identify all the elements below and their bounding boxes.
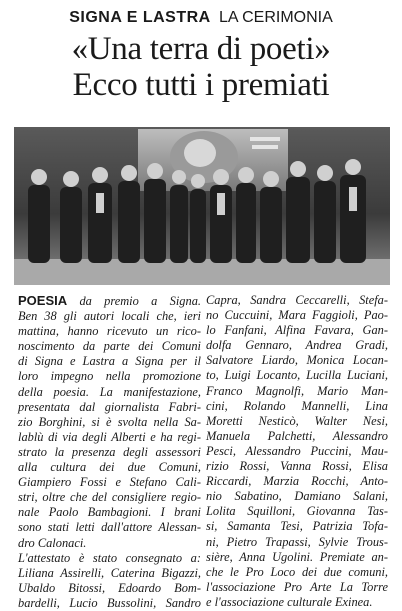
article-line: dro Calonaci. <box>18 535 87 550</box>
article-line: to, Luigi Locanto, Lucilla Luciani, <box>206 368 388 383</box>
article-column-1 <box>18 293 201 611</box>
article-line: si, Samanta Tesi, Patrizia Tofa- <box>206 519 388 534</box>
article-line: bardelli, Lucio Bussolini, Sandro <box>18 595 201 610</box>
article-line: lablù di via degli Alberti e ha regi- <box>18 429 201 444</box>
article-line: mattina, hanno ricevuto un rico- <box>18 324 201 339</box>
headline <box>0 31 402 103</box>
article-line: Salvatore Liardo, Monica Locan- <box>206 353 388 368</box>
article-line: alla cultura dei due Comuni, <box>18 460 201 475</box>
article-line: Franco Magnolfi, Mario Man- <box>206 383 388 398</box>
section-kicker <box>0 7 402 27</box>
article-line: Capra, Sandra Ceccarelli, Stefa- <box>206 293 388 307</box>
article-line: stri, oltre che del consigliere regio- <box>18 490 201 505</box>
article-line: loro impegno nella promozione <box>18 369 201 384</box>
article-line: noscimento da parte dei Comuni <box>18 339 201 354</box>
group-photo <box>14 127 390 285</box>
article-line: nio Sabatino, Damiano Salani, <box>206 489 388 504</box>
headline-line-1: «Una terra di poeti» <box>71 31 331 67</box>
kicker-region: SIGNA E LASTRA <box>69 9 211 26</box>
article-line: Lolita Squilloni, Giovanna Tas- <box>206 504 388 519</box>
article-line: zio Borghini, si è svolta nella Sa- <box>18 414 201 429</box>
article-line: che le Pro Loco dei due comuni, <box>206 564 388 579</box>
kicker-topic: LA CERIMONIA <box>218 9 333 26</box>
group-photo-illustration <box>14 127 390 285</box>
article-line <box>18 293 201 309</box>
article-line: rizio Rossi, Vanna Rossi, Elisa <box>206 459 388 474</box>
article-line: Ubaldo Bitossi, Edoardo Bom- <box>18 580 201 595</box>
headline-line-2: Ecco tutti i premiati <box>72 67 330 103</box>
article-lead-word: POESIA <box>18 293 68 308</box>
article-line: Pesci, Alessandro Puccini, Mau- <box>206 443 388 458</box>
article-line: Manuela Palchetti, Alessandro <box>206 428 388 443</box>
article-line: e l'associazione culturale Exinea. <box>206 594 373 609</box>
article-line: sière, Anna Ugolini. Premiate an- <box>206 549 388 564</box>
article-line: Ben 38 gli autori locali che, ieri <box>18 309 201 324</box>
article-line: di Signa e Lastra a Signa per il <box>18 354 201 369</box>
article-line-text: da premio a Signa. <box>67 294 201 308</box>
article-line: sono stati letti dall'attore Alessan- <box>18 520 201 535</box>
article-column-2 <box>206 293 388 610</box>
article-line: cini, Rolando Mannelli, Lina <box>206 398 388 413</box>
article-line: Liliana Assirelli, Caterina Bigazzi, <box>18 565 201 580</box>
article-line: lo Fanfani, Alfina Favara, Gan- <box>206 323 388 338</box>
article-line: presentata dal giornalista Fabri- <box>18 399 201 414</box>
article-line: l'associazione Pro Arte La Torre <box>206 579 388 594</box>
article-line: strato la presenza degli assessori <box>18 444 201 459</box>
article-line: ni, Pietro Trapassi, Sylvie Trous- <box>206 534 388 549</box>
article-line: no Cuccuini, Mara Faggioli, Pao- <box>206 308 388 323</box>
article-line: L'attestato è stato consegnato a: <box>18 550 201 565</box>
article-line: Giampiero Fossi e Stefano Cali- <box>18 475 201 490</box>
article-line: Riccardi, Marzia Rocchi, Anto- <box>206 474 388 489</box>
article-line: Moretti Nesticò, Walter Nesi, <box>206 413 388 428</box>
article-line: nale Paolo Bambagioni. I brani <box>18 505 201 520</box>
article-line: dolfa Gennaro, Andrea Gradi, <box>206 338 388 353</box>
article-line: della poesia. La manifestazione, <box>18 384 201 399</box>
